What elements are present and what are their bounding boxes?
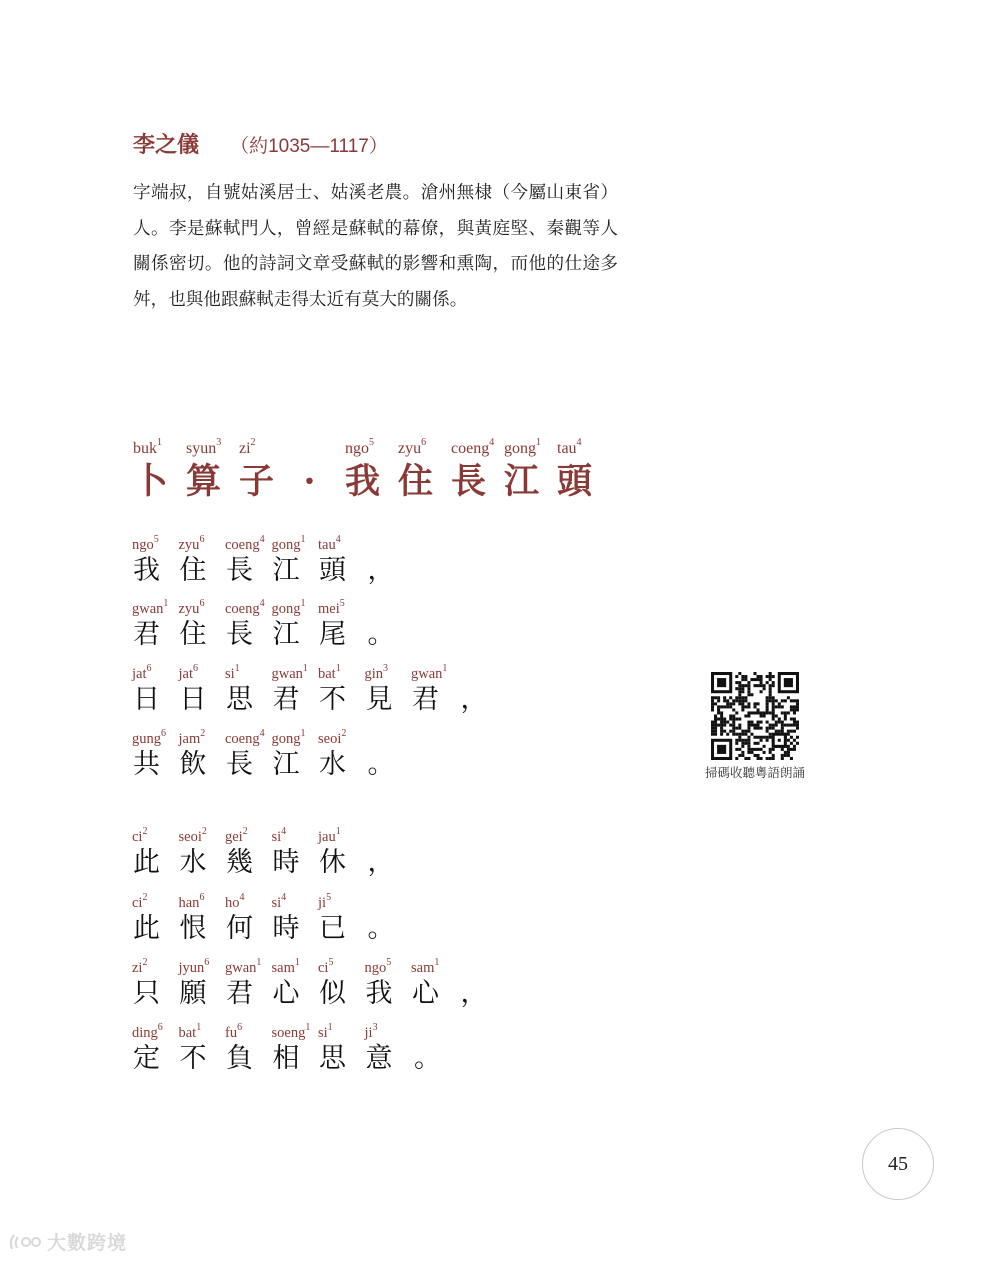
tone-number: 4 — [576, 437, 582, 448]
tone-number: 6 — [193, 663, 198, 674]
punctuation: 。 — [367, 749, 395, 780]
poem-char-cell — [132, 826, 180, 887]
poem-char-cell — [318, 598, 366, 659]
jyutping: coeng$^4$ — [225, 598, 265, 617]
tone-number: 4 — [259, 598, 265, 609]
poem-char: 長 — [226, 619, 253, 650]
tone-number: 6 — [157, 1022, 163, 1033]
poem-char-cell — [178, 534, 227, 595]
poem-char-cell — [132, 534, 180, 595]
tone-number: 1 — [157, 437, 162, 448]
poem-char: 此 — [133, 847, 160, 878]
jyutping: coeng$^4$ — [451, 437, 495, 457]
qr-block[interactable] — [695, 672, 815, 781]
jyutping: $zi^2$ — [132, 957, 148, 976]
tone-number: 4 — [489, 437, 495, 448]
jyutping: han$^6$ — [178, 892, 205, 911]
poem-char-cell — [318, 826, 366, 887]
tone-number: 1 — [300, 534, 306, 545]
punctuation-cell — [366, 731, 413, 789]
author-heading — [133, 128, 388, 159]
page-number — [862, 1128, 934, 1200]
jyutping: gwan$^1$ — [411, 663, 448, 682]
poem-char-cell — [364, 1022, 413, 1083]
poem-char: 已 — [319, 913, 346, 944]
punctuation: ， — [460, 978, 488, 1009]
jyutping: $si^1$ — [318, 1022, 333, 1041]
jyutping: tau$^4$ — [557, 437, 582, 457]
tone-number: 4 — [335, 534, 341, 545]
jyutping: $si^1$ — [225, 663, 240, 682]
poem-char: 頭 — [319, 555, 346, 586]
poem-char: 君 — [226, 978, 253, 1009]
poem-char-cell — [178, 598, 227, 659]
poem-char-cell — [225, 598, 273, 659]
jyutping: gin$^3$ — [364, 663, 389, 682]
poem-line — [132, 957, 505, 1018]
title-char-cell — [398, 437, 451, 504]
poem-char: 定 — [133, 1043, 160, 1074]
tone-number: 1 — [300, 728, 306, 739]
poem-char-cell — [318, 957, 366, 1018]
tone-number: 3 — [383, 663, 389, 674]
tone-number: 6 — [146, 663, 152, 674]
punctuation-cell — [366, 895, 413, 953]
poem-char: 何 — [226, 913, 253, 944]
tone-number: 1 — [294, 957, 300, 968]
poem-char: 負 — [226, 1043, 253, 1074]
title-char-cell — [345, 437, 398, 504]
tone-number: 3 — [216, 437, 222, 448]
jyutping: jyun$^6$ — [178, 957, 210, 976]
poem-line — [132, 534, 412, 595]
poem-char-cell — [178, 826, 227, 887]
jyutping: zyu$^6$ — [398, 437, 427, 457]
author-name: 李之儀 — [133, 133, 200, 158]
poem-char: 江 — [272, 749, 300, 780]
tone-number: 4 — [239, 892, 245, 903]
jyutping: ngo$^5$ — [364, 957, 392, 976]
poem-char: 不 — [179, 1043, 207, 1074]
jyutping: gwan$^1$ — [225, 957, 262, 976]
poem-line — [132, 892, 412, 953]
jyutping: $ji^5$ — [318, 892, 332, 911]
title-char-cell — [451, 437, 504, 504]
jyutping: $ci^2$ — [132, 892, 148, 911]
poem-char-cell — [271, 1022, 320, 1083]
poem-char-cell — [271, 957, 320, 1018]
jyutping: gong$^1$ — [271, 728, 306, 747]
tone-number: 6 — [421, 437, 427, 448]
punctuation: 。 — [367, 619, 395, 650]
jyutping: seoi$^2$ — [318, 728, 347, 747]
jyutping: soeng$^1$ — [271, 1022, 311, 1041]
tone-number: 1 — [163, 598, 169, 609]
poem-char-cell — [225, 826, 273, 887]
poem-char-cell — [178, 957, 227, 1018]
jyutping: gei$^2$ — [225, 826, 248, 845]
author-bio: 字端叔，自號姑溪居士、姑溪老農。滄州無棣（今屬山東省）人。李是蘇軾門人，曾經是蘇軾的幕僚，與黃庭堅、秦觀等人關係密切。他的詩詞文章受蘇軾的影響和熏陶，而他的仕途多舛，也與他跟蘇軾走得太近有莫大的關係。 — [133, 183, 618, 310]
tone-number: 1 — [234, 663, 240, 674]
tone-number: 5 — [386, 957, 392, 968]
title-char: 長 — [451, 461, 487, 502]
tone-number: 4 — [259, 534, 265, 545]
poem-char-cell — [225, 1022, 273, 1083]
poem-char-cell — [225, 534, 273, 595]
poem-char: 恨 — [179, 913, 207, 944]
poem-char-cell — [271, 663, 320, 724]
tone-number: 1 — [335, 826, 341, 837]
poem-char: 尾 — [319, 619, 346, 650]
tone-number: 1 — [434, 957, 440, 968]
title-char: 住 — [398, 461, 434, 502]
poem-char: 我 — [133, 555, 160, 586]
poem-char: 水 — [179, 847, 207, 878]
tone-number: 5 — [326, 892, 332, 903]
poem-char: 長 — [226, 749, 253, 780]
poem-char-cell — [225, 728, 273, 789]
poem-char: 飲 — [179, 749, 207, 780]
jyutping: bat$^1$ — [318, 663, 341, 682]
poem-char-cell — [132, 598, 180, 659]
jyutping: ngo$^5$ — [345, 437, 374, 457]
poem-char: 似 — [319, 978, 346, 1009]
poem-char-cell — [271, 534, 320, 595]
title-char: 我 — [345, 461, 381, 502]
tone-number: 1 — [536, 437, 541, 448]
poem-char-cell — [225, 663, 273, 724]
poem-char-cell — [132, 728, 180, 789]
jyutping: jam$^2$ — [178, 728, 206, 747]
tone-number: 2 — [250, 437, 256, 448]
poem-char: 日 — [133, 684, 160, 715]
jyutping: ding$^6$ — [132, 1022, 163, 1041]
poem-char: 思 — [226, 684, 253, 715]
title-char: 子 — [239, 461, 275, 502]
tone-number: 1 — [305, 1022, 311, 1033]
tone-number: 3 — [372, 1022, 378, 1033]
poem-char-cell — [318, 663, 366, 724]
poem-char-cell — [318, 534, 366, 595]
poem-char: 只 — [133, 978, 160, 1009]
jyutping: zyu$^6$ — [178, 534, 205, 553]
jyutping: gwan$^1$ — [132, 598, 169, 617]
tone-number: 6 — [161, 728, 166, 739]
tone-number: 1 — [256, 957, 262, 968]
jyutping: sam$^1$ — [271, 957, 300, 976]
poem-char: 君 — [412, 684, 439, 715]
poem-char: 見 — [365, 684, 393, 715]
punctuation: 。 — [414, 1043, 441, 1074]
tone-number: 2 — [242, 826, 248, 837]
poem-char: 君 — [133, 619, 160, 650]
poem-char: 不 — [319, 684, 346, 715]
poem-line — [132, 826, 412, 887]
tone-number: 2 — [341, 728, 347, 739]
punctuation-cell — [366, 829, 413, 887]
poem-char: 住 — [179, 555, 207, 586]
tone-number: 6 — [199, 598, 205, 609]
jyutping: gwan$^1$ — [271, 663, 308, 682]
tone-number: 2 — [142, 826, 148, 837]
jyutping: mei$^5$ — [318, 598, 345, 617]
punctuation-cell — [412, 1025, 459, 1083]
tone-number: 1 — [302, 663, 308, 674]
poem-char: 江 — [272, 619, 300, 650]
poem-char-cell — [225, 957, 273, 1018]
poem-char-cell — [178, 663, 227, 724]
tone-number: 2 — [142, 892, 148, 903]
title-char: 算 — [186, 461, 222, 502]
poem-char: 意 — [365, 1043, 393, 1074]
title-char-cell — [504, 437, 557, 504]
poem-char: 此 — [133, 913, 160, 944]
poem-char: 江 — [272, 555, 300, 586]
poem-char-cell — [318, 892, 366, 953]
jyutping: jat$^6$ — [132, 663, 152, 682]
poem-char: 日 — [179, 684, 207, 715]
tone-number: 5 — [153, 534, 159, 545]
poem-char-cell — [411, 663, 459, 724]
poem-char-cell — [271, 728, 320, 789]
author-dates: （約1035—1117） — [230, 136, 388, 157]
poem-line — [132, 598, 412, 659]
title-char-cell — [557, 437, 610, 504]
jyutping: gong$^1$ — [271, 598, 306, 617]
jyutping: coeng$^4$ — [225, 728, 265, 747]
poem-char: 長 — [226, 555, 253, 586]
jyutping: $ji^3$ — [364, 1022, 378, 1041]
poem-char: 時 — [272, 913, 300, 944]
title-char-cell — [133, 437, 186, 504]
qr-caption: 掃碼收聽粵語朗誦 — [704, 765, 805, 780]
poem-char: 水 — [319, 749, 346, 780]
jyutping: gong$^1$ — [271, 534, 306, 553]
title-char-cell — [239, 437, 292, 504]
jyutping: $fu^6$ — [225, 1022, 243, 1041]
poem-char-cell — [178, 728, 227, 789]
poem-title — [133, 437, 610, 504]
poem-char: 住 — [179, 619, 207, 650]
poem-char-cell — [271, 826, 320, 887]
tone-number: 5 — [369, 437, 374, 448]
tone-number: 4 — [281, 826, 287, 837]
tone-number: 2 — [201, 826, 207, 837]
punctuation: ， — [367, 847, 395, 878]
jyutping: $si^4$ — [271, 826, 287, 845]
jyutping: buk$^1$ — [133, 437, 162, 457]
jyutping: coeng$^4$ — [225, 534, 265, 553]
page-number-text: 45 — [888, 1152, 908, 1175]
poem-char: 願 — [179, 978, 207, 1009]
poem-char-cell — [364, 957, 413, 1018]
poem-char-cell — [132, 957, 180, 1018]
title-char: 卜 — [133, 461, 169, 502]
tone-number: 5 — [339, 598, 345, 609]
qr-code-icon[interactable] — [711, 672, 799, 760]
poem-char-cell — [132, 663, 180, 724]
punctuation: ， — [460, 684, 488, 715]
tone-number: 6 — [199, 892, 205, 903]
jyutping: $si^4$ — [271, 892, 287, 911]
poem-char-cell — [132, 1022, 180, 1083]
jyutping: jat$^6$ — [178, 663, 198, 682]
jyutping: jau$^1$ — [318, 826, 341, 845]
poem-line — [132, 663, 505, 724]
jyutping: bat$^1$ — [178, 1022, 202, 1041]
poem-char-cell — [132, 892, 180, 953]
title-char-cell — [186, 437, 239, 504]
title-char-cell — [292, 440, 345, 504]
title-char: 江 — [504, 461, 540, 502]
jyutping: gong$^1$ — [504, 437, 541, 457]
poem-char-cell — [178, 1022, 227, 1083]
jyutping: seoi$^2$ — [178, 826, 207, 845]
poem-char: 心 — [412, 978, 439, 1009]
jyutping: sam$^1$ — [411, 957, 440, 976]
punctuation-cell — [366, 601, 413, 659]
poem-char: 我 — [365, 978, 393, 1009]
punctuation: ， — [367, 555, 395, 586]
tone-number: 2 — [200, 728, 206, 739]
poem-char-cell — [225, 892, 273, 953]
punctuation: 。 — [367, 913, 395, 944]
poem-line — [132, 1022, 459, 1083]
jyutping: $ci^2$ — [132, 826, 148, 845]
watermark — [8, 1228, 127, 1255]
poem-char: 相 — [272, 1043, 300, 1074]
title-char: 頭 — [557, 461, 593, 502]
poem-char-cell — [318, 728, 366, 789]
tone-number: 1 — [300, 598, 306, 609]
poem-char: 思 — [319, 1043, 346, 1074]
poem-char: 君 — [272, 684, 300, 715]
poem-char-cell — [411, 957, 459, 1018]
jyutping: gung$^6$ — [132, 728, 166, 747]
jyutping: ngo$^5$ — [132, 534, 159, 553]
title-char: · — [303, 461, 316, 502]
tone-number: 5 — [328, 957, 334, 968]
poem-char-cell — [318, 1022, 366, 1083]
tone-number: 6 — [199, 534, 205, 545]
jyutping: $zi^2$ — [239, 437, 256, 457]
poem-char: 幾 — [226, 847, 253, 878]
punctuation-cell — [366, 537, 413, 595]
jyutping: syun$^3$ — [186, 437, 222, 457]
watermark-text: 大數跨境 — [47, 1232, 128, 1254]
punctuation-cell — [459, 960, 506, 1018]
jyutping: $ci^5$ — [318, 957, 334, 976]
poem-char: 心 — [272, 978, 300, 1009]
jyutping: zyu$^6$ — [178, 598, 205, 617]
tone-number: 1 — [196, 1022, 202, 1033]
poem-char-cell — [178, 892, 227, 953]
tone-number: 1 — [335, 663, 341, 674]
tone-number: 6 — [237, 1022, 243, 1033]
tone-number: 1 — [442, 663, 448, 674]
poem-char-cell — [271, 892, 320, 953]
tone-number: 4 — [259, 728, 265, 739]
brand-logo-icon — [8, 1231, 44, 1253]
jyutping: tau$^4$ — [318, 534, 341, 553]
tone-number: 2 — [142, 957, 148, 968]
poem-char-cell — [271, 598, 320, 659]
jyutping: $ho^4$ — [225, 892, 245, 911]
poem-char: 休 — [319, 847, 346, 878]
tone-number: 1 — [327, 1022, 333, 1033]
tone-number: 6 — [204, 957, 210, 968]
poem-char: 時 — [272, 847, 300, 878]
punctuation-cell — [459, 666, 506, 724]
poem-line — [132, 728, 412, 789]
poem-char-cell — [364, 663, 413, 724]
tone-number: 4 — [281, 892, 287, 903]
poem-char: 共 — [133, 749, 160, 780]
